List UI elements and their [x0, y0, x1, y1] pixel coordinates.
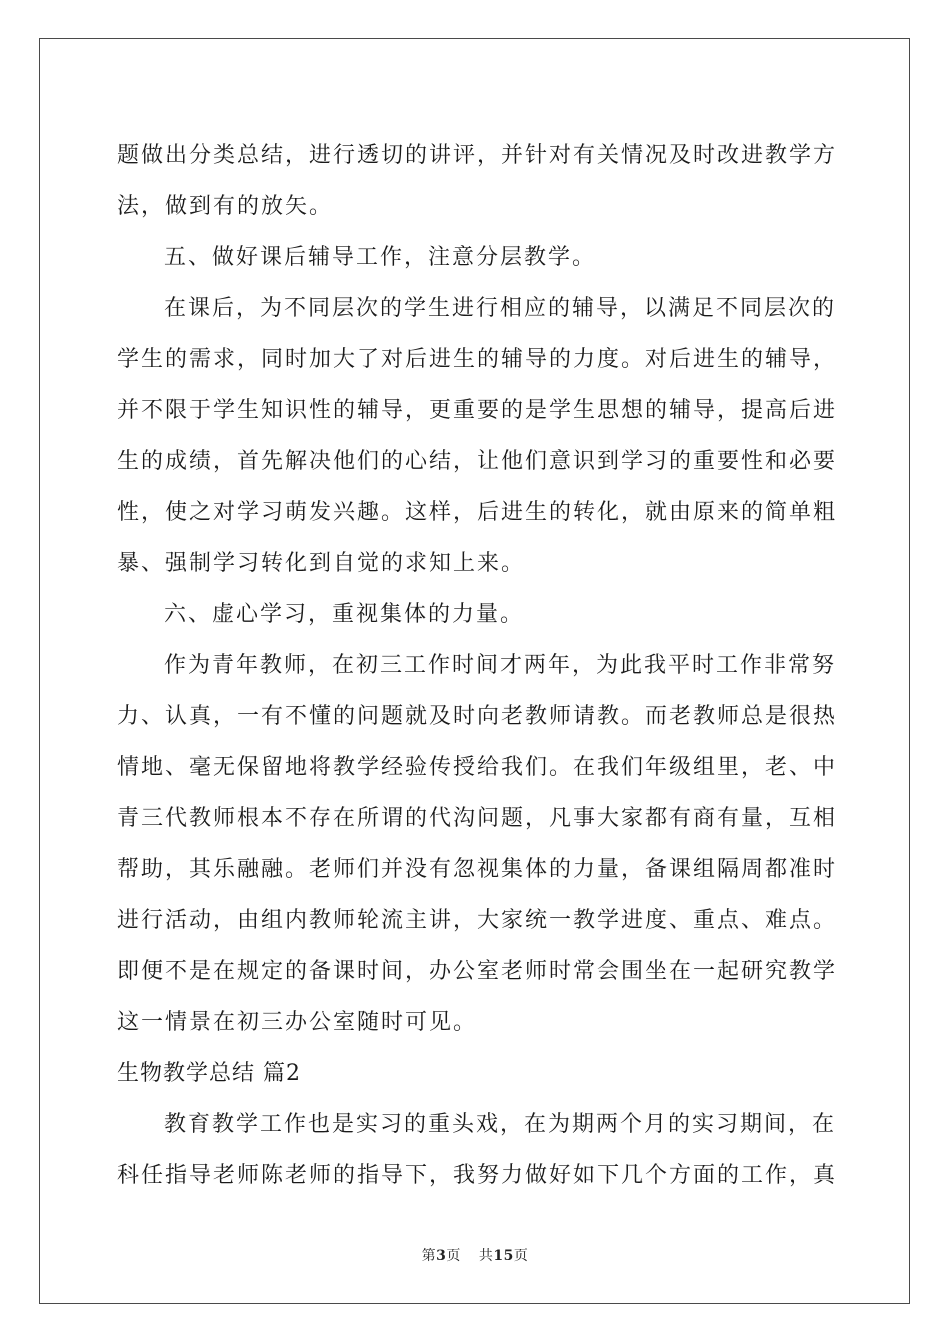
page-footer — [0, 1245, 950, 1265]
text-line: 法，做到有的放矢。 — [117, 194, 334, 219]
text-line: 题做出分类总结，进行透切的讲评，并针对有关情况及时改进教学方 — [117, 143, 838, 168]
text-line: 力、认真，一有不懂的问题就及时向老教师请教。而老教师总是很热 — [117, 704, 838, 729]
text-line: 即便不是在规定的备课时间，办公室老师时常会围坐在一起研究教学 — [117, 959, 838, 984]
text-line: 并不限于学生知识性的辅导，更重要的是学生思想的辅导，提高后进 — [117, 398, 838, 423]
text-line: 性，使之对学习萌发兴趣。这样，后进生的转化，就由原来的简单粗 — [117, 500, 838, 525]
section-heading: 六、虚心学习，重视集体的力量。 — [164, 602, 525, 627]
document-body — [117, 130, 838, 1201]
total-prefix: 共 — [478, 1248, 494, 1264]
article-title: 生物教学总结 篇2 — [117, 1061, 301, 1086]
text-line: 帮助，其乐融融。老师们并没有忽视集体的力量，备课组隔周都准时 — [117, 857, 838, 882]
page-number: 3 — [436, 1248, 447, 1264]
text-line: 生的成绩，首先解决他们的心结，让他们意识到学习的重要性和必要 — [117, 449, 838, 474]
text-line: 学生的需求，同时加大了对后进生的辅导的力度。对后进生的辅导， — [117, 347, 838, 372]
page-prefix: 第 — [421, 1248, 437, 1264]
text-line: 科任指导老师陈老师的指导下，我努力做好如下几个方面的工作，真 — [117, 1163, 838, 1188]
text-line: 教育教学工作也是实习的重头戏，在为期两个月的实习期间，在 — [164, 1112, 837, 1137]
text-line: 进行活动，由组内教师轮流主讲，大家统一教学进度、重点、难点。 — [117, 908, 838, 933]
text-line: 在课后，为不同层次的学生进行相应的辅导，以满足不同层次的 — [164, 296, 837, 321]
text-line: 作为青年教师，在初三工作时间才两年，为此我平时工作非常努 — [164, 653, 837, 678]
total-pages: 15 — [493, 1248, 514, 1264]
total-suffix: 页 — [513, 1248, 529, 1264]
section-heading: 五、做好课后辅导工作，注意分层教学。 — [164, 245, 597, 270]
text-line: 这一情景在初三办公室随时可见。 — [117, 1010, 478, 1035]
text-line: 情地、毫无保留地将教学经验传授给我们。在我们年级组里，老、中 — [117, 755, 838, 780]
page-suffix: 页 — [446, 1248, 461, 1264]
text-line: 青三代教师根本不存在所谓的代沟问题，凡事大家都有商有量，互相 — [117, 806, 838, 831]
text-line: 暴、强制学习转化到自觉的求知上来。 — [117, 551, 526, 576]
